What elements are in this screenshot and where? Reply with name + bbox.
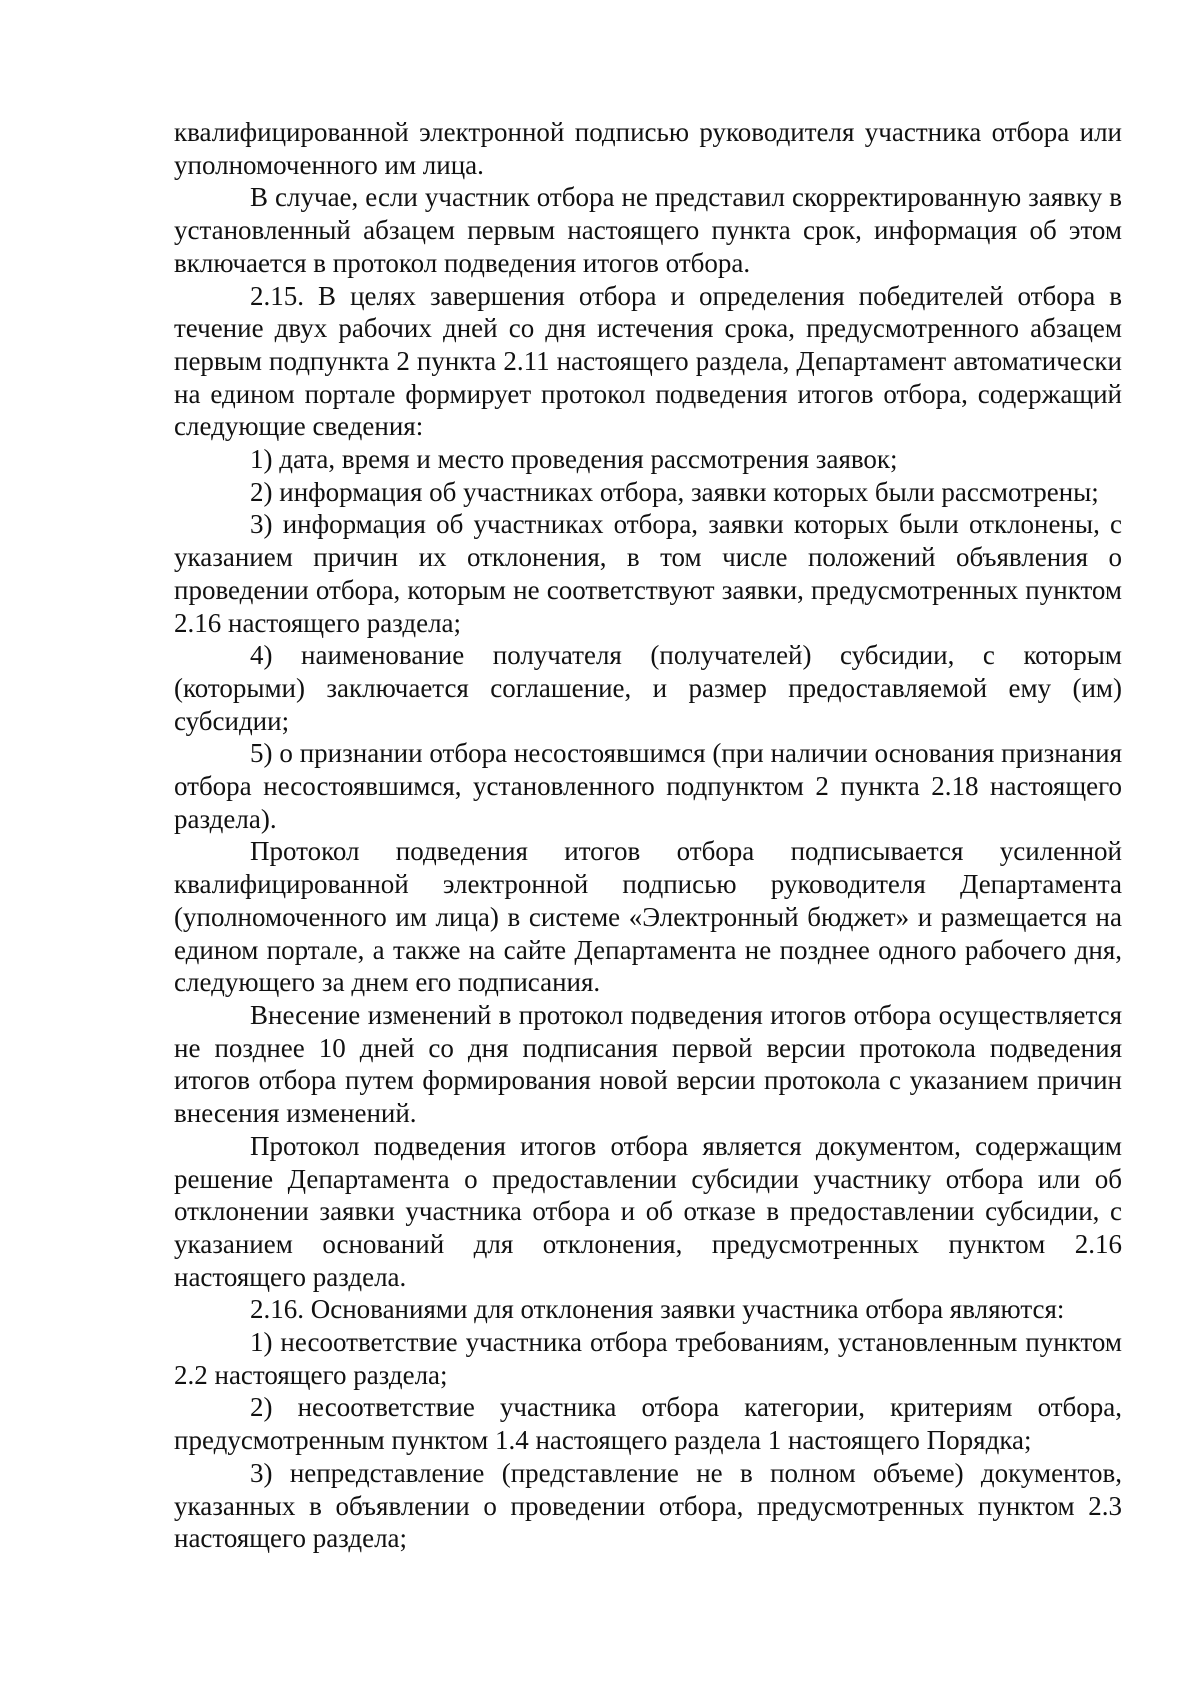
list-item: 5) о признании отбора несостоявшимся (при наличии основания признания отбора несостоявшимся, установленного подпунктом 2 пункта 2.18 настоящего раздела). [174, 738, 1122, 834]
paragraph: В случае, если участник отбора не представил скорректированную заявку в установленный абзацем первым настоящего пункта срок, информация об этом включается в протокол подведения итогов отбора. [174, 182, 1122, 278]
list-item: 3) информация об участниках отбора, заявки которых были отклонены, с указанием причин их отклонения, в том числе положений объявления о проведении отбора, которым не соответствуют заявки, предусмотренных пунктом 2.16 настоящего раздела; [174, 509, 1122, 638]
list-item: 1) дата, время и место проведения рассмотрения заявок; [250, 444, 898, 475]
paragraph: Протокол подведения итогов отбора является документом, содержащим решение Департамента о предоставлении субсидии участнику отбора или об отклонении заявки участника отбора и об отказе в предоставлении субсидии, с указанием оснований для отклонения, предусмотренных пунктом 2.16 настоящего раздела. [174, 1130, 1122, 1292]
list-item: 3) непредставление (представление не в полном объеме) документов, указанных в объявлении о проведении отбора, предусмотренных пунктом 2.3 настоящего раздела; [174, 1457, 1122, 1554]
paragraph-clause-2-15: 2.15. В целях завершения отбора и определения победителей отбора в течение двух рабочих дней со дня истечения срока, предусмотренного абзацем первым подпункта 2 пункта 2.11 настоящего раздела, Департамент автоматически на едином портале формирует протокол подведения итогов отбора, содержащий следующие сведения: [174, 280, 1122, 442]
paragraph-continuation: квалифицированной электронной подписью руководителя участника отбора или уполномоченного им лица. [174, 117, 1122, 180]
list-item: 2) несоответствие участника отбора категории, критериям отбора, предусмотренным пунктом 1.4 настоящего раздела 1 настоящего Порядка; [174, 1392, 1122, 1456]
list-item: 2) информация об участниках отбора, заявки которых были рассмотрены; [250, 476, 1099, 507]
list-item: 4) наименование получателя (получателей) субсидии, с которым (которыми) заключается соглашение, и размер предоставляемой ему (им) субсидии; [174, 640, 1122, 736]
document-body [174, 116, 1122, 1555]
paragraph: Внесение изменений в протокол подведения итогов отбора осуществляется не позднее 10 дней со дня подписания первой версии протокола подведения итогов отбора путем формирования новой версии протокола с указанием причин внесения изменений. [174, 999, 1122, 1129]
paragraph: Протокол подведения итогов отбора подписывается усиленной квалифицированной электронной подписью руководителя Департамента (уполномоченного им лица) в системе «Электронный бюджет» и размещается на едином портале, а также на сайте Департамента не позднее одного рабочего дня, следующего за днем его подписания. [174, 836, 1122, 998]
paragraph-clause-2-16: 2.16. Основаниями для отклонения заявки участника отбора являются: [250, 1294, 1065, 1325]
list-item: 1) несоответствие участника отбора требованиям, установленным пунктом 2.2 настоящего раздела; [174, 1327, 1122, 1390]
